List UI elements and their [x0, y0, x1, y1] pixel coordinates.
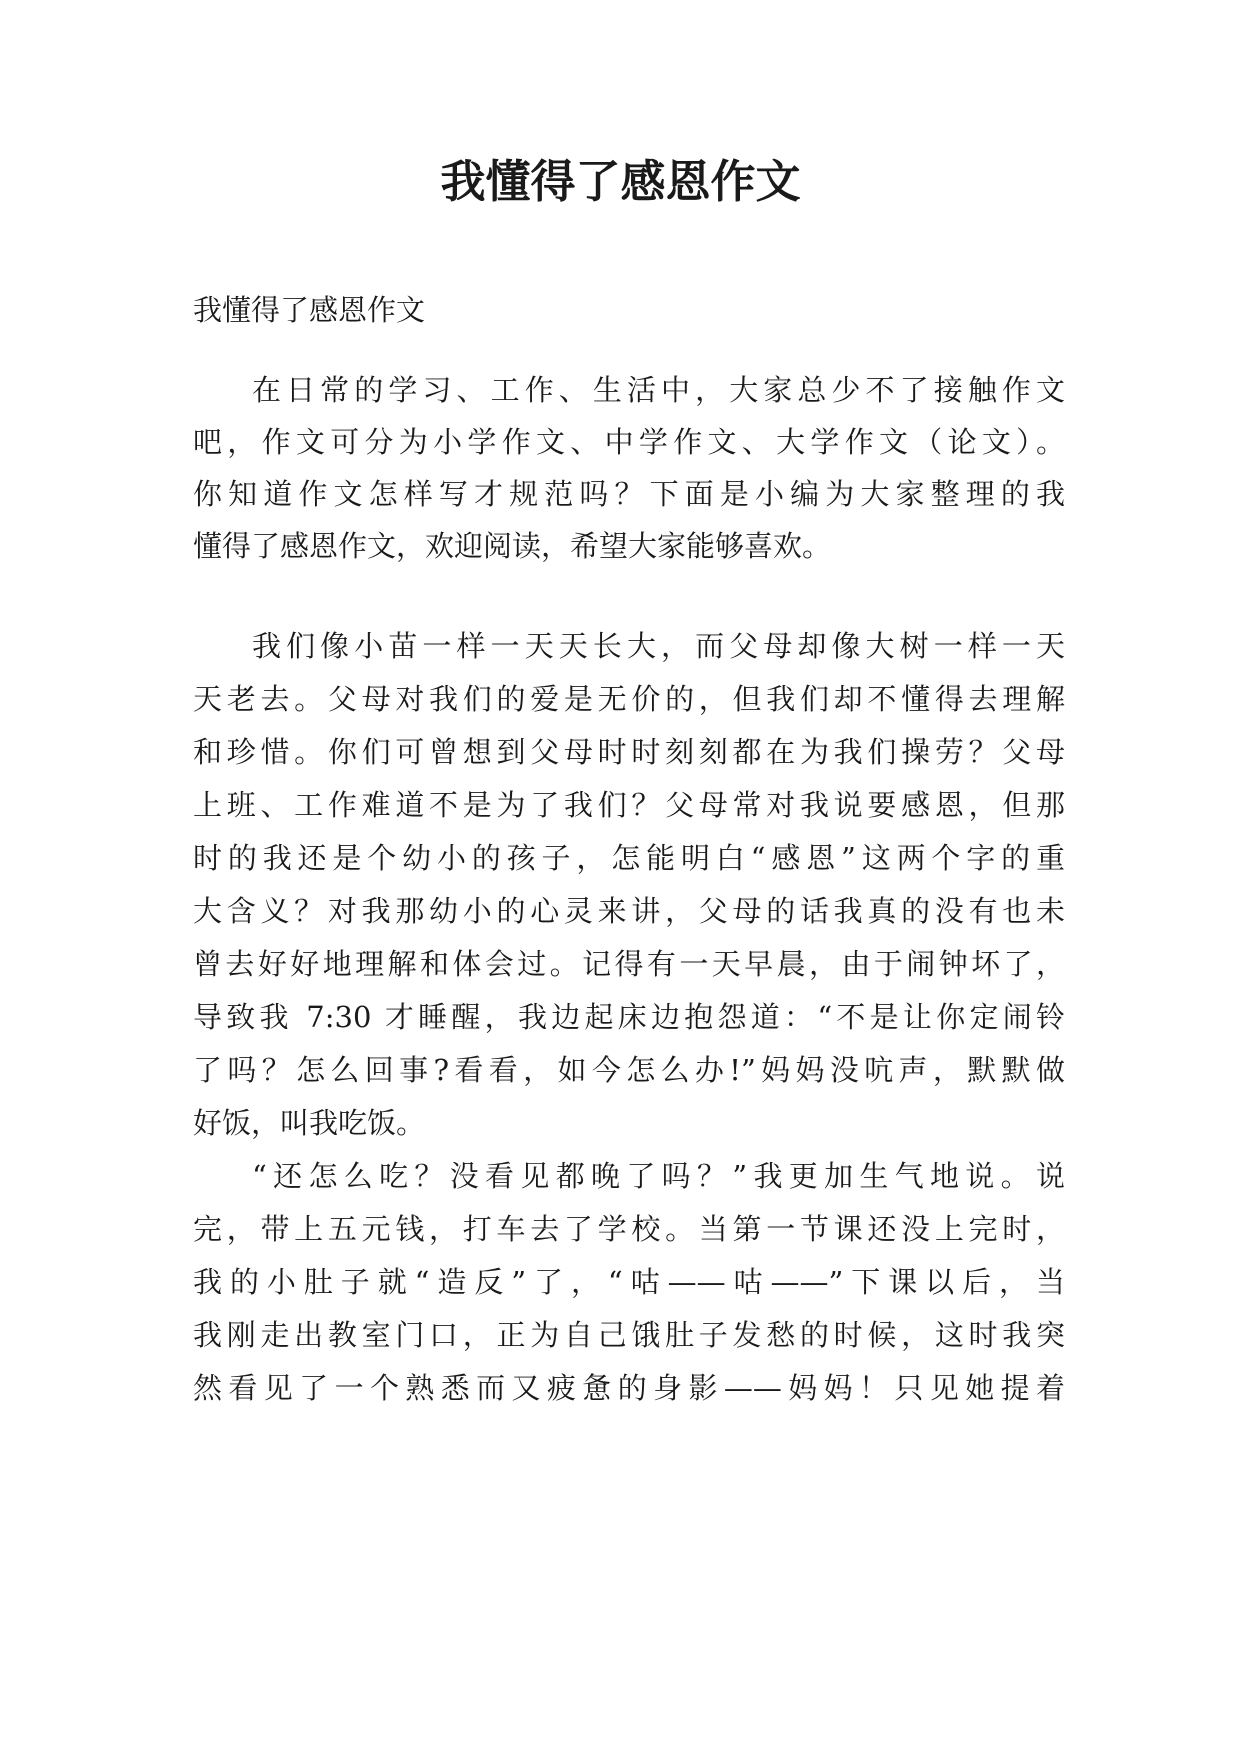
text-line: 吧，作文可分为小学作文、中学作文、大学作文（论文）。 [193, 425, 1065, 459]
text-line: 导致我 7:30 才睡醒，我边起床边抱怨道：“不是让你定闹铃 [193, 1000, 1065, 1034]
text-line: “还怎么吃？没看见都晚了吗？”我更加生气地说。说 [252, 1159, 1065, 1193]
text-line: 懂得了感恩作文，欢迎阅读，希望大家能够喜欢。 [193, 529, 832, 563]
text-line: 天老去。父母对我们的爱是无价的，但我们却不懂得去理解 [193, 682, 1065, 716]
text-line: 然看见了一个熟悉而又疲惫的身影——妈妈！只见她提着 [193, 1371, 1065, 1405]
text-line: 完，带上五元钱，打车去了学校。当第一节课还没上完时， [193, 1212, 1065, 1246]
text-line: 你知道作文怎样写才规范吗？下面是小编为大家整理的我 [193, 477, 1065, 511]
text-line: 了吗？怎么回事?看看，如今怎么办!”妈妈没吭声，默默做 [193, 1053, 1065, 1087]
text-line: 在日常的学习、工作、生活中，大家总少不了接触作文 [252, 373, 1065, 407]
text-line: 大含义？对我那幼小的心灵来讲，父母的话我真的没有也未 [193, 894, 1065, 928]
text-line: 时的我还是个幼小的孩子，怎能明白“感恩”这两个字的重 [193, 841, 1065, 875]
document-title: 我懂得了感恩作文 [440, 155, 801, 208]
text-line: 我们像小苗一样一天天长大，而父母却像大树一样一天 [252, 629, 1065, 663]
text-line: 我的小肚子就“造反”了，“咕——咕——”下课以后，当 [193, 1265, 1065, 1299]
text-line: 曾去好好地理解和体会过。记得有一天早晨，由于闹钟坏了， [193, 947, 1065, 981]
text-line: 好饭，叫我吃饭。 [193, 1106, 426, 1140]
text-line: 和珍惜。你们可曾想到父母时时刻刻都在为我们操劳？父母 [193, 735, 1065, 769]
document-subtitle: 我懂得了感恩作文 [193, 293, 426, 327]
text-line: 我刚走出教室门口，正为自己饿肚子发愁的时候，这时我突 [193, 1318, 1065, 1352]
text-line: 上班、工作难道不是为了我们？父母常对我说要感恩，但那 [193, 788, 1065, 822]
